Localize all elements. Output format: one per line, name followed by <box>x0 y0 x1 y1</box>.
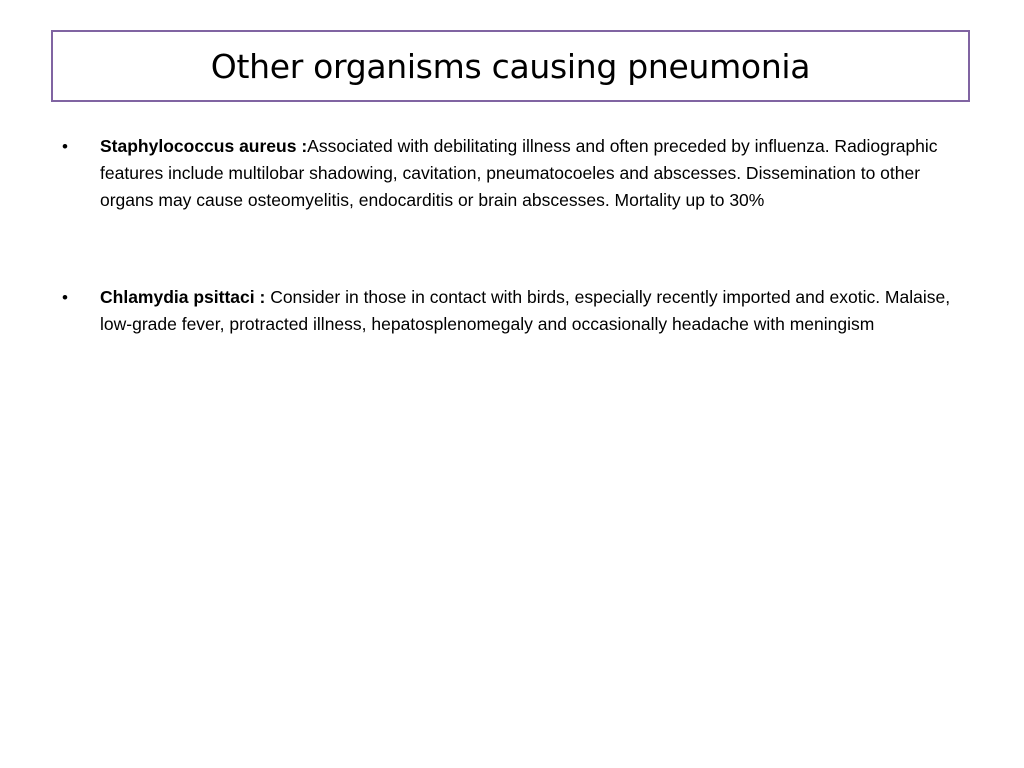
title-box <box>51 30 970 102</box>
bullet-term: Chlamydia psittaci : <box>100 287 271 307</box>
bullet-dot-icon: • <box>62 288 68 307</box>
bullet-term: Staphylococcus aureus : <box>100 136 308 156</box>
bullet-dot-icon: • <box>62 137 68 156</box>
bullet-text: Associated with debilitating illness and often preceded by influenza. Radiographic features include multilobar shadowing, cavitation, pneumatocoeles and abscesses. Dissemination to other organs may cause osteomyelitis, endocarditis or brain abscesses. Mortality up to 30% <box>100 136 938 210</box>
bullet-item-chlamydia <box>62 284 962 338</box>
bullet-text: Consider in those in contact with birds, especially recently imported and exotic. Malaise, low-grade fever, protracted illness, hepatosplenomegaly and occasionally headache with meningism <box>100 287 951 334</box>
slide-title: Other organisms causing pneumonia <box>210 46 811 86</box>
bullet-list <box>62 133 962 338</box>
bullet-item-staphylococcus <box>62 133 962 214</box>
